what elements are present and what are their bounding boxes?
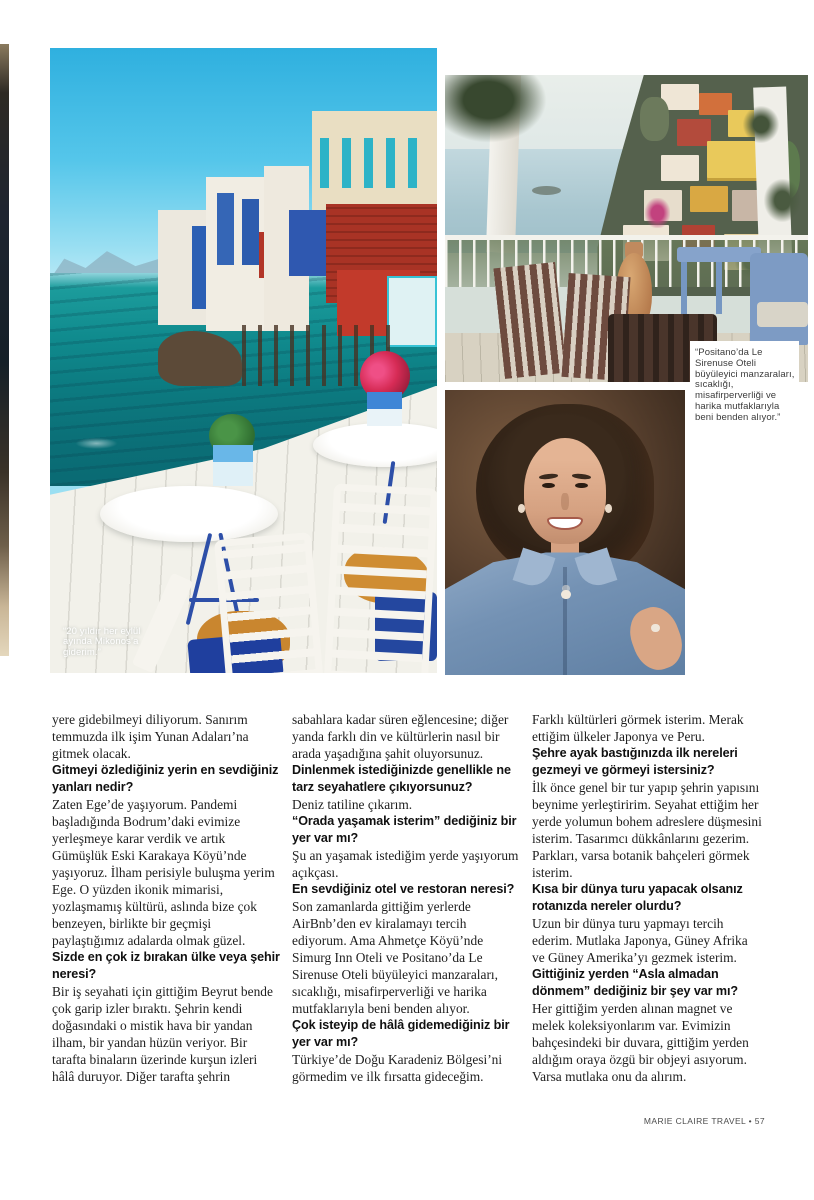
question-heading: Kısa bir dünya turu yapacak olsanız rotanızda nereler olurdu? [532, 882, 743, 913]
question-heading: Sizde en çok iz bırakan ülke veya şehir neresi? [52, 950, 280, 981]
bougainvillea [645, 198, 670, 229]
ring [651, 624, 659, 633]
mykonos-photo [50, 48, 437, 673]
positano-photo [445, 75, 808, 382]
rocks [158, 331, 242, 386]
blue-window [242, 199, 259, 265]
page-footer: MARIE CLAIRE TRAVEL • 57 [643, 1116, 765, 1126]
little-venice-houses [158, 111, 437, 386]
paragraph: yere gidebilmeyi diliyorum. Sanırım temmuzda ilk işim Yunan Adaları’na gitmek olacak. [52, 712, 249, 761]
teal-arched-windows [320, 138, 420, 188]
adjacent-page-edge [0, 44, 9, 656]
vine-foliage [764, 179, 800, 222]
cliff-house [690, 186, 728, 213]
flower-pot [213, 445, 254, 486]
portrait-photo [445, 390, 685, 675]
question-heading: “Orada yaşamak isterim” dediğiniz bir yer var mı? [292, 814, 517, 845]
question-heading: Şehre ayak bastığınızda ilk nereleri gezmeyi ve görmeyi istersiniz? [532, 746, 738, 777]
question-heading: Gitmeyi özlediğiniz yerin en sevdiğiniz yanları nedir? [52, 763, 279, 794]
mykonos-caption: “20 yıldır her eylül ayında Mikonos’a giderim.” [63, 625, 141, 659]
vine-foliage [743, 106, 779, 143]
eye [575, 483, 588, 489]
article-column-1 [52, 711, 282, 1085]
blue-bistro-table [677, 247, 760, 262]
paragraph: Deniz tatiline çıkarım. [292, 797, 413, 812]
white-chair [324, 483, 437, 673]
paragraph: Uzun bir dünya turu yapmayı tercih ederim. Mutlaka Japonya, Güney Afrika ve Güney Amerika’yı gezmek isterim. [532, 916, 748, 965]
cliff-house [661, 155, 699, 182]
question-heading: Dinlenmek istediğinizde genellikle ne tarz seyahatlere çıkıyorsunuz? [292, 763, 511, 794]
table-legs [681, 262, 757, 314]
nose [561, 493, 568, 510]
article-column-2 [292, 711, 522, 1085]
positano-caption: “Positano’da Le Sirenuse Oteli büyüleyici manzaraları, sıcaklığı, misafirperverliği ve harika mutfaklarıyla beni benden alıyor.” [690, 341, 799, 432]
island [532, 186, 561, 195]
blue-chair [750, 253, 808, 345]
cliff-house [707, 141, 762, 181]
question-heading: Gittiğiniz yerden “Asla almadan dönmem” dediğiniz bir şey var mı? [532, 967, 738, 998]
question-heading: En sevdiğiniz otel ve restoran neresi? [292, 882, 515, 896]
chair-cushion [757, 302, 808, 327]
paragraph: sabahlara kadar süren eğlencesine; diğer yanda farklı din ve kültürlerin nasıl bir arada yaşadığına şahit oluyorsunuz. [292, 712, 509, 761]
paragraph: İlk önce genel bir tur yapıp şehrin yapısını beynime yerleştiririm. Seyahat ettiğim her yerde yolumun bohem adreslere düşmesini isterim. Tasarımcı dükkânlarını gezerim. Parkları, varsa botanik bahçeleri görmek isterim. [532, 780, 762, 880]
paragraph: Son zamanlarda gittiğim yerlerde AirBnb’den ev kiralamayı tercih ediyorum. Ama Ahmetçe Köyü’nde Simurg Inn Oteli ve Positano’da Le Sirenuse Oteli büyüleyici manzaraları, sıcaklığı, misafirperverliği ve harika mutfaklarıyla beni benden alıyor. [292, 899, 498, 1016]
white-chair [214, 532, 323, 673]
paragraph: Farklı kültürleri görmek isterim. Merak ettiğim ülkeler Japonya ve Peru. [532, 712, 744, 744]
flower-pot [367, 392, 402, 426]
foliage [445, 75, 547, 143]
blue-window [217, 193, 234, 265]
question-heading: Çok isteyip de hâlâ gidemediğiniz bir yer var mı? [292, 1018, 510, 1049]
article-column-3 [532, 711, 762, 1085]
paragraph: Türkiye’de Doğu Karadeniz Bölgesi’ni görmedim ve ilk fırsatta gideceğim. [292, 1052, 503, 1084]
shirt-placket [563, 567, 568, 675]
paragraph: Zaten Ege’de yaşıyorum. Pandemi başladığında Bodrum’daki evimize yerleşmeye karar verdik ve artık Gümüşlük Eski Karakaya Köyü’nde yaşıyoruz. İlham perisiyle buluşma yerim Ege. O yüzden ikonik mimarisi, yozlaşmamış kültürü, aslında bize çok benzeyen, birlikte bir geçmişi paylaştığımız adalarda olmak güzel. [52, 797, 275, 948]
paragraph: Bir iş seyahati için gittiğim Beyrut bende çok garip izler bıraktı. Şehrin kendi doğasındaki o mistik hava bir yandan ilham, bir yandan hüzün veriyor. Bir tarafta binaların üzerinde kurşun izleri hâlâ duruyor. Diğer tarafta şehrin [52, 984, 273, 1084]
paragraph: Şu an yaşamak istediğim yerde yaşıyorum açıkçası. [292, 848, 519, 880]
cafe-table [100, 486, 278, 542]
cliff-vegetation [640, 97, 669, 141]
earring [518, 504, 525, 513]
striped-deck-chair [494, 262, 567, 378]
paragraph: Her gittiğim yerden alınan magnet ve melek koleksiyonlarım var. Evimizin bahçesindeki bir duvara, gittiğim yerden aldığım oraya özgü bir objeyi asıyorum. Varsa mutlaka onu da alırım. [532, 1001, 749, 1084]
earring [605, 504, 612, 513]
